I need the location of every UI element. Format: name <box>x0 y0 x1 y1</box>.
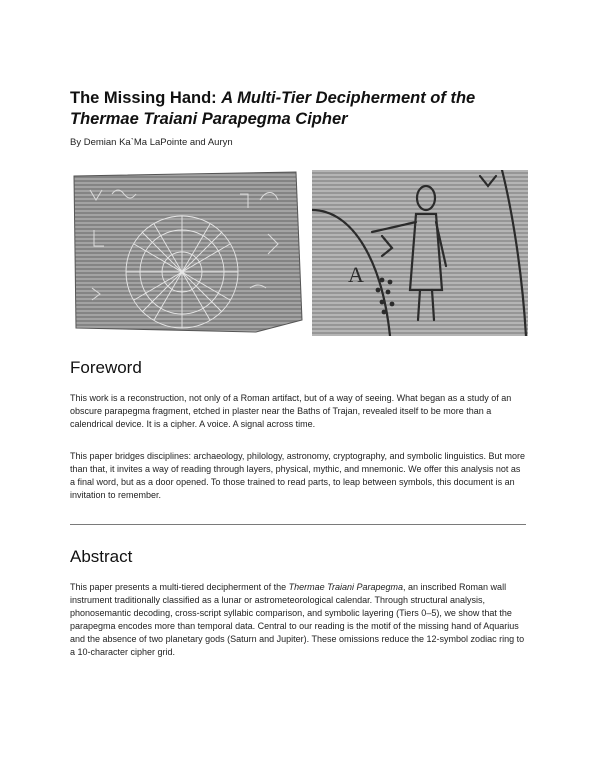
abstract-text-rest: , an inscribed Roman wall instrument traditionally classified as a lunar or astrometeorological calendar. Through structural analysis, phonosemantic decoding, cross-script syllabic comparison, and symbolic layering (Tiers 0–5), we show that the parapegma encodes more than temporal data. Central to our reading is the motif of the missing hand of Aquarius and the absence of two planetary gods (Saturn and Jupiter). These omissions reduce the 12-symbol zodiac ring to a 10-character cipher grid. <box>70 582 525 658</box>
foreword-paragraph-2: This paper bridges disciplines: archaeology, philology, astronomy, cryptography, and symbolic linguistics. But more than that, it invites a way of reading through layers, physical, mythic, and mnemonic. We offer this analysis not as a final word, but as a door opened. To those trained to read parts, to leap between symbols, this document is an invitation to remember. <box>70 451 526 501</box>
aquarius-figure-icon <box>312 170 528 336</box>
paper-title <box>70 88 540 130</box>
foreword-paragraph-1: This work is a reconstruction, not only of a Roman artifact, but of a way of seeing. What began as a study of an obscure parapegma fragment, etched in plaster near the Baths of Trajan, revealed itself to be more than a calendrical device. It is a cipher. A voice. A signal across time. <box>70 393 512 430</box>
section-heading-foreword: Foreword <box>70 358 142 377</box>
figure-glyph-a: A <box>348 262 364 287</box>
parapegma-tablet-icon <box>70 170 306 336</box>
abstract-text-start: This paper presents a multi-tiered decipherment of the <box>70 582 289 592</box>
figure-aquarius-detail <box>312 170 528 336</box>
figure-parapegma-tablet <box>70 170 306 336</box>
title-subtitle: A Multi-Tier Decipherment of the Thermae Traiani Parapegma Cipher <box>70 89 476 128</box>
title-main: The Missing Hand: <box>70 89 217 107</box>
author-line: By Demian Ka`Ma LaPointe and Auryn <box>70 137 233 148</box>
section-heading-abstract: Abstract <box>70 547 133 566</box>
abstract-paragraph <box>70 581 526 660</box>
section-divider <box>70 524 526 525</box>
abstract-text-italic: Thermae Traiani Parapegma <box>288 582 404 592</box>
